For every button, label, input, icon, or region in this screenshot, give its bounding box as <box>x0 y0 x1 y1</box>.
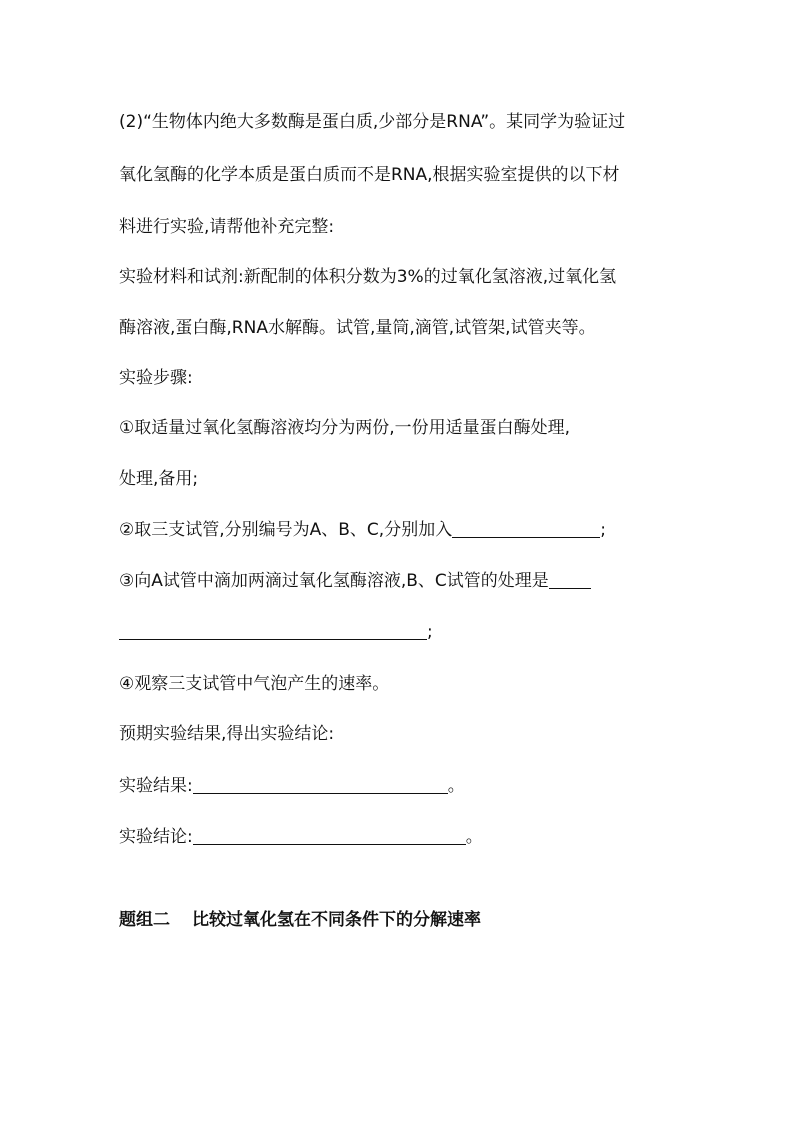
step-3-line-1 <box>119 569 591 593</box>
step-3-text: ③向A试管中滴加两滴过氧化氢酶溶液,B、C试管的处理是 <box>119 571 549 591</box>
question-intro-line-1 <box>119 110 625 134</box>
conclusion-label: 实验结论: <box>119 827 193 847</box>
expect-title-text: 预期实验结果,得出实验结论: <box>119 724 335 744</box>
conclusion-end: 。 <box>465 827 483 847</box>
section-title: 比较过氧化氢在不同条件下的分解速率 <box>192 910 481 930</box>
result-line <box>119 774 465 798</box>
steps-title-text: 实验步骤: <box>119 368 193 388</box>
result-answer-blank[interactable] <box>193 775 448 794</box>
step-2-line <box>119 518 606 542</box>
result-label: 实验结果: <box>119 776 193 796</box>
materials-line-2 <box>119 316 596 340</box>
step-3-line-2 <box>119 620 433 644</box>
materials-line-1 <box>119 265 616 289</box>
conclusion-answer-blank[interactable] <box>193 826 466 845</box>
materials-text-2: 酶溶液,蛋白酶,RNA水解酶。试管,量筒,滴管,试管架,试管夹等。 <box>119 318 596 338</box>
step-1-text-continued: 处理,备用; <box>119 469 199 489</box>
materials-text-1: 实验材料和试剂:新配制的体积分数为3%的过氧化氢溶液,过氧化氢 <box>119 267 617 287</box>
step-3-answer-blank[interactable] <box>119 621 427 640</box>
section-label: 题组二 <box>119 910 170 930</box>
step-3-answer-blank-start[interactable] <box>549 570 591 589</box>
question-intro-text-3: 料进行实验,请帮他补充完整: <box>119 217 335 237</box>
question-intro-text-1: (2)“生物体内绝大多数酶是蛋白质,少部分是RNA”。某同学为验证过 <box>119 112 626 132</box>
conclusion-line <box>119 825 483 849</box>
question-intro-line-2 <box>119 163 620 187</box>
step-3-end: ; <box>427 622 433 642</box>
step-1-line-1 <box>119 416 570 440</box>
step-1-text: ①取适量过氧化氢酶溶液均分为两份,一份用适量蛋白酶处理, <box>119 418 571 438</box>
section-heading <box>119 908 481 932</box>
step-1-line-2 <box>119 467 198 491</box>
step-2-end: ; <box>600 520 606 540</box>
step-4-line <box>119 672 389 696</box>
expect-title <box>119 722 334 746</box>
step-4-text: ④观察三支试管中气泡产生的速率。 <box>119 674 390 694</box>
step-2-text: ②取三支试管,分别编号为A、B、C,分别加入 <box>119 520 453 540</box>
question-intro-text-2: 氧化氢酶的化学本质是蛋白质而不是RNA,根据实验室提供的以下材 <box>119 165 620 185</box>
question-intro-line-3 <box>119 215 334 239</box>
steps-title <box>119 366 193 390</box>
step-2-answer-blank[interactable] <box>452 519 600 538</box>
result-end: 。 <box>447 776 465 796</box>
